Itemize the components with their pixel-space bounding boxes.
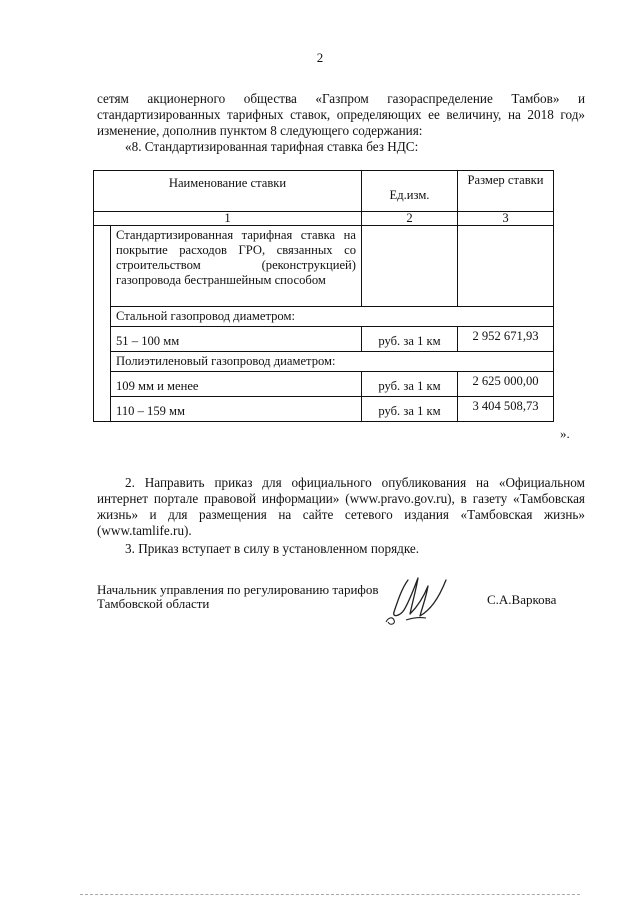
header-name: Наименование ставки (94, 171, 362, 212)
table-row (94, 226, 554, 307)
table-row (94, 397, 554, 422)
row-name: 110 – 159 мм (111, 397, 362, 422)
header-size: Размер ставки (458, 171, 554, 212)
column-number-row (94, 212, 554, 226)
signatory-title: Начальник управления по регулированию тарифов Тамбовской области (97, 582, 379, 611)
row-name: 109 мм и менее (111, 372, 362, 397)
table-row (94, 307, 554, 327)
column-number-2: 2 (362, 212, 458, 226)
paragraph-2: 2. Направить приказ для официального опубликования на «Официальном интернет портале правовой информации» (www.pravo.gov.ru), в газету «Тамбовская жизнь» и для размещения на сайте сетевого издания «Тамбовская жизнь» (www.tamlife.ru). (97, 475, 585, 538)
row-unit: руб. за 1 км (362, 397, 458, 422)
steel-section-header: Стальной газопровод диаметром: (111, 307, 554, 327)
header-unit: Ед.изм. (362, 171, 458, 212)
table-row (94, 327, 554, 352)
row-unit: руб. за 1 км (362, 372, 458, 397)
row-unit: руб. за 1 км (362, 327, 458, 352)
row-value: 3 404 508,73 (458, 397, 554, 422)
empty-unit-cell (362, 226, 458, 307)
row-value: 2 625 000,00 (458, 372, 554, 397)
column-number-3: 3 (458, 212, 554, 226)
row-value: 2 952 671,93 (458, 327, 554, 352)
body-text (97, 475, 585, 557)
closing-quote: ». (560, 426, 570, 441)
row-name: 51 – 100 мм (111, 327, 362, 352)
header-row (94, 171, 554, 212)
stub-cell (94, 226, 111, 422)
intro-text (97, 91, 585, 155)
column-number-1: 1 (94, 212, 362, 226)
handwritten-signature (380, 570, 460, 630)
paragraph-3: 3. Приказ вступает в силу в установленном порядке. (125, 541, 420, 556)
scan-edge-artifact (80, 894, 580, 899)
tariff-table (93, 170, 554, 422)
item-8-heading: «8. Стандартизированная тарифная ставка без НДС: (125, 139, 419, 154)
table-row (94, 352, 554, 372)
page-number: 2 (316, 50, 324, 65)
table-row (94, 372, 554, 397)
intro-paragraph: сетям акционерного общества «Газпром газораспределение Тамбов» и стандартизированных тарифных ставок, определяющих ее величину, на 2018 год» изменение, дополнив пунктом 8 следующего содержания: (97, 91, 585, 138)
empty-size-cell (458, 226, 554, 307)
rate-name-cell: Стандартизированная тарифная ставка на покрытие расходов ГРО, связанных со строительством (реконструкцией) газопровода бестраншейным способом (111, 226, 362, 307)
signatory-name: С.А.Варкова (487, 592, 557, 607)
poly-section-header: Полиэтиленовый газопровод диаметром: (111, 352, 554, 372)
